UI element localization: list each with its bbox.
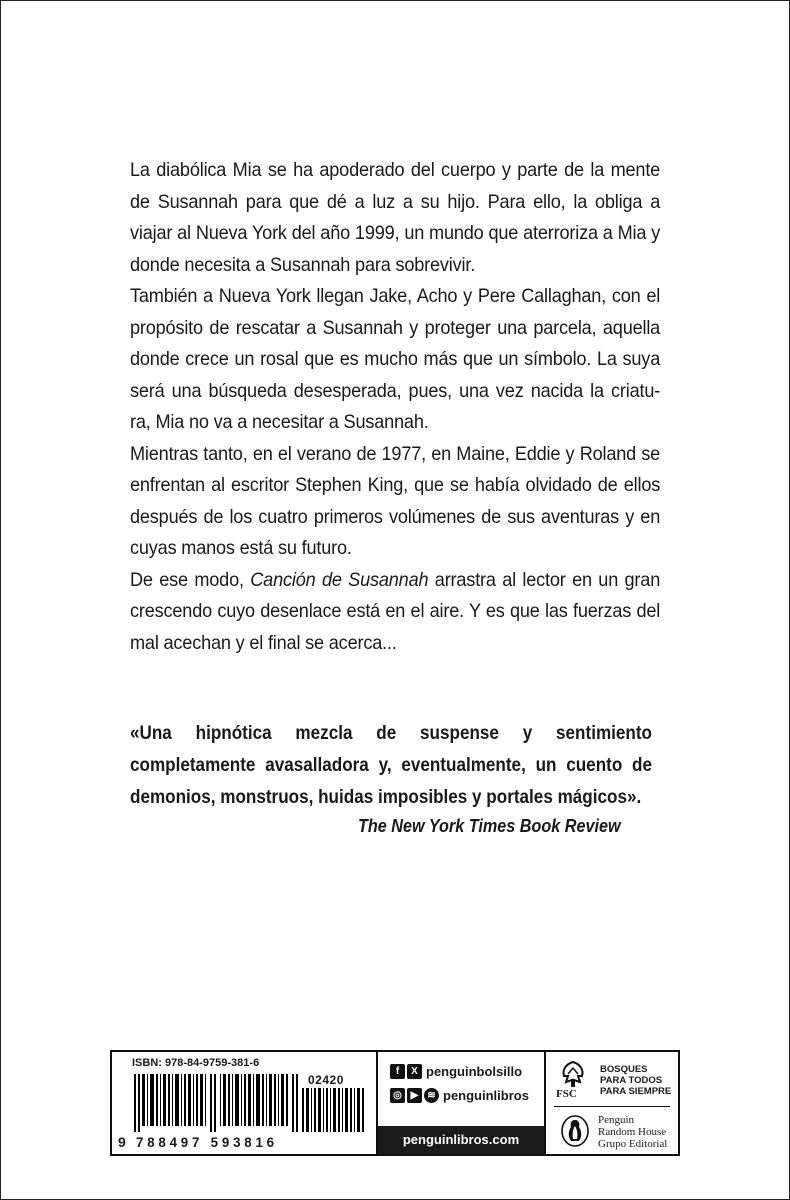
publisher-line-2: Random House (598, 1126, 667, 1138)
fsc-logo (556, 1060, 692, 1104)
social-row-1 (390, 1064, 522, 1079)
fsc-slogan-line-3: PARA SIEMPRE (600, 1086, 672, 1097)
barcode-addon-number: 02420 (308, 1073, 344, 1087)
spotify-icon[interactable]: ≋ (424, 1088, 439, 1103)
x-icon[interactable]: X (407, 1064, 422, 1079)
fsc-slogan-line-2: PARA TODOS (600, 1075, 663, 1086)
book-title: Canción de Susannah (250, 568, 429, 591)
synopsis-p4-rest: arrastra al lector en un gran crescendo cuyo desenlace está en el aire. Y es que las fuerzas del mal acechan y el final se acerca... (130, 568, 661, 654)
review-source: The New York Times Book Review (358, 816, 621, 836)
fsc-slogan-line-1: BOSQUES (600, 1064, 648, 1075)
review-quote: «Una hipnótica mezcla de suspense y sentimiento completamente avasalladora y, eventualmente, un cuento de demonios, monstruos, huidas imposibles y portales mágicos». (130, 723, 652, 808)
social-handle-2[interactable]: penguinlibros (443, 1088, 529, 1103)
youtube-icon[interactable]: ▶ (407, 1088, 422, 1103)
publisher-line-3: Grupo Editorial (598, 1138, 668, 1150)
fsc-slogan (600, 1064, 671, 1097)
facebook-icon[interactable]: f (390, 1064, 405, 1079)
synopsis-p4-lead: De ese modo, (130, 568, 251, 591)
back-cover-footer (110, 1050, 680, 1156)
ean-first-digit: 9 (118, 1134, 126, 1150)
isbn-label: ISBN: 978-84-9759-381-6 (132, 1057, 260, 1069)
synopsis-text (130, 155, 660, 659)
social-panel (378, 1052, 546, 1154)
publisher-logo (556, 1112, 692, 1152)
penguin-icon (560, 1114, 590, 1148)
barcode-panel (112, 1052, 378, 1154)
logos-panel (546, 1052, 678, 1154)
instagram-icon[interactable]: ◎ (390, 1088, 405, 1103)
publisher-name (598, 1114, 667, 1150)
publisher-line-1: Penguin (598, 1114, 635, 1126)
synopsis-paragraph-3: Mientras tanto, en el verano de 1977, en Maine, Eddie y Roland se enfrentan al escritor Stephen King, que se había olvidado de ellos después de los cuatro primeros volúmenes de sus aventuras y en cuyas manos está su futuro. (130, 442, 661, 559)
synopsis-paragraph-2: También a Nueva York llegan Jake, Acho y Pere Callaghan, con el propósito de rescatar a Susannah y proteger una parcela, aquella donde crece un rosal que es mucho más que un símbolo. La suya será una búsqueda desesperada, pues, una vez nacida la criatu-ra, Mia no va a necesitar a Susannah. (130, 285, 661, 433)
ean-barcode (134, 1074, 298, 1132)
social-handle-1[interactable]: penguinbolsillo (426, 1064, 523, 1079)
synopsis-paragraph-4 (130, 565, 660, 660)
fsc-tree-icon (558, 1060, 588, 1088)
logo-divider (554, 1106, 670, 1107)
website-link[interactable]: penguinlibros.com (378, 1126, 544, 1154)
ean-digits: 788497 593816 (136, 1134, 278, 1150)
synopsis-paragraph-1: La diabólica Mia se ha apoderado del cuerpo y parte de la mente de Susannah para que dé a luz a su hijo. Para ello, la obliga a viajar al Nueva York del año 1999, un mundo que aterroriza a Mia y donde necesita a Susannah para sobrevivir. (130, 159, 661, 276)
addon-barcode (302, 1088, 366, 1132)
social-row-2 (390, 1088, 529, 1103)
fsc-label: FSC (556, 1088, 577, 1100)
